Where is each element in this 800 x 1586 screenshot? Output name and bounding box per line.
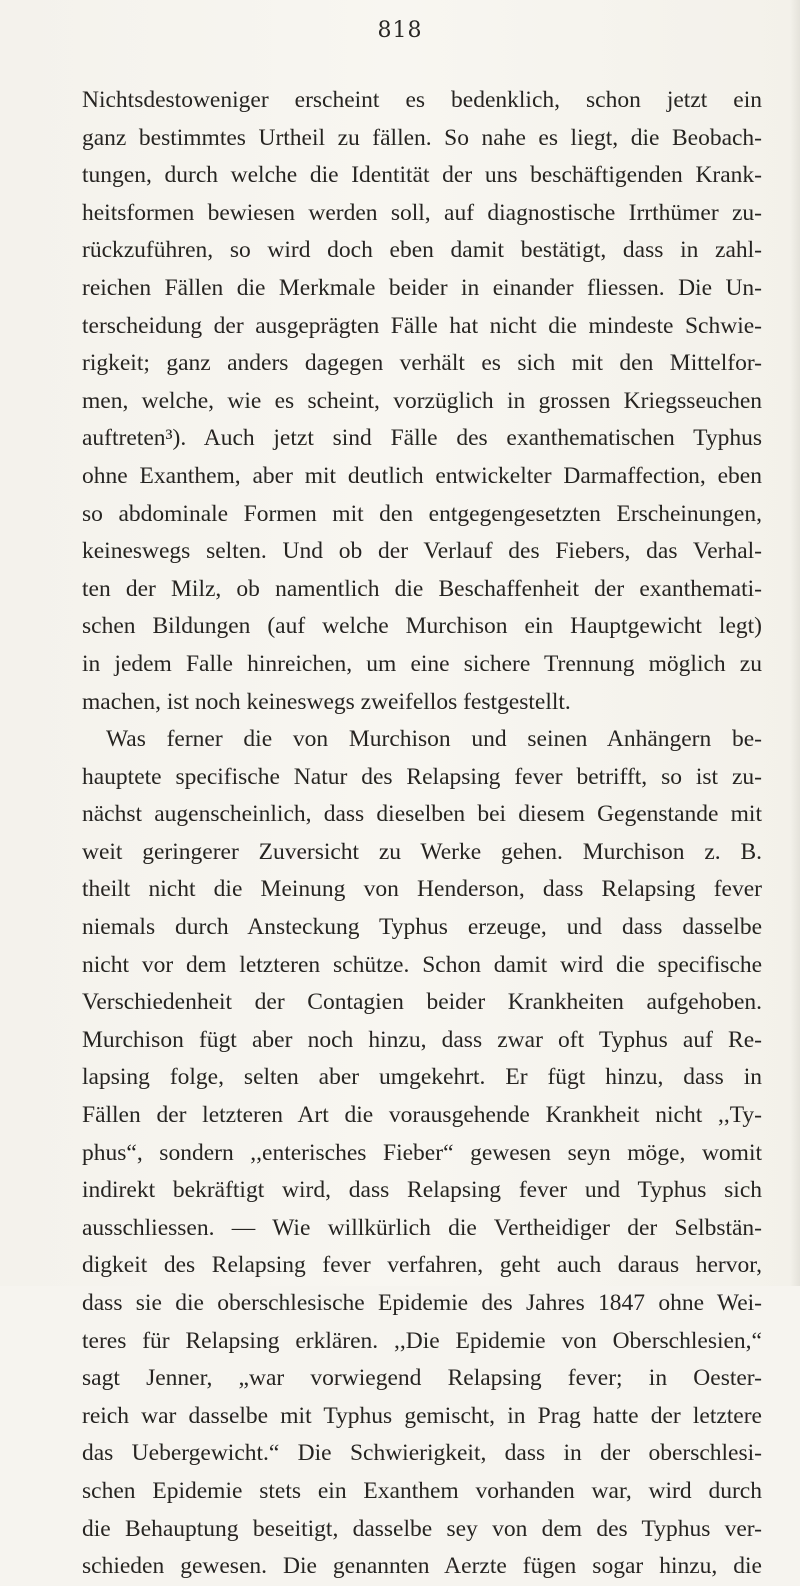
text-line: heitsformen bewiesen werden soll, auf diagnostische Irrthümer zu- (82, 199, 762, 226)
text-line: Was ferner die von Murchison und seinen Anhängern be- (106, 726, 762, 753)
text-line: so abdominale Formen mit den entgegengesetzten Erscheinungen, (82, 500, 762, 527)
text-line: machen, ist noch keineswegs zweifellos festgestellt. (82, 688, 571, 715)
text-line: Murchison fügt aber noch hinzu, dass zwar oft Typhus auf Re- (82, 1026, 762, 1053)
text-line: weit geringerer Zuversicht zu Werke gehen. Murchison z. B. (82, 838, 762, 865)
text-line: tungen, durch welche die Identität der uns beschäftigenden Krank- (82, 162, 762, 189)
text-line: keineswegs selten. Und ob der Verlauf des Fiebers, das Verhal- (82, 538, 762, 565)
text-line: das Uebergewicht.“ Die Schwierigkeit, dass in der oberschlesi- (82, 1440, 762, 1467)
text-line: Nichtsdestoweniger erscheint es bedenklich, schon jetzt ein (82, 87, 762, 113)
text-line: reich war dasselbe mit Typhus gemischt, in Prag hatte der letztere (82, 1402, 762, 1429)
text-line: die Behauptung beseitigt, dasselbe sey von dem des Typhus ver- (82, 1515, 762, 1542)
body-text (82, 82, 762, 1586)
text-line: dass sie die oberschlesische Epidemie des Jahres 1847 ohne Wei- (82, 1290, 762, 1316)
text-line: digkeit des Relapsing fever verfahren, geht auch daraus hervor, (82, 1252, 762, 1279)
text-line: Verschiedenheit der Contagien beider Krankheiten aufgehoben. (82, 989, 762, 1016)
text-line: schen Bildungen (auf welche Murchison ein Hauptgewicht legt) (82, 613, 762, 640)
text-line: nächst augenscheinlich, dass dieselben bei diesem Gegenstande mit (82, 801, 762, 828)
text-line: theilt nicht die Meinung von Henderson, dass Relapsing fever (82, 876, 762, 903)
text-line: rückzuführen, so wird doch eben damit bestätigt, dass in zahl- (82, 237, 762, 264)
text-line: schen Epidemie stets ein Exanthem vorhanden war, wird durch (82, 1477, 762, 1504)
text-line: ten der Milz, ob namentlich die Beschaffenheit der exanthemati- (82, 575, 762, 602)
text-line: terscheidung der ausgeprägten Fälle hat nicht die mindeste Schwie- (82, 312, 762, 339)
text-line: men, welche, wie es scheint, vorzüglich in grossen Kriegsseuchen (82, 387, 762, 414)
text-line: sagt Jenner, „war vorwiegend Relapsing fever; in Oester- (82, 1365, 762, 1392)
text-line: rigkeit; ganz anders dagegen verhält es sich mit den Mittelfor- (82, 350, 762, 377)
text-line: ausschliessen. — Wie willkürlich die Vertheidiger der Selbstän- (82, 1214, 762, 1241)
text-line: in jedem Falle hinreichen, um eine sichere Trennung möglich zu (82, 650, 762, 677)
text-line: nicht vor dem letzteren schütze. Schon damit wird die specifische (82, 951, 762, 978)
text-line: hauptete specifische Natur des Relapsing fever betrifft, so ist zu- (82, 763, 762, 790)
text-line: Fällen der letzteren Art die vorausgehende Krankheit nicht ,,Ty- (82, 1102, 762, 1129)
text-line: lapsing folge, selten aber umgekehrt. Er fügt hinzu, dass in (82, 1064, 762, 1091)
page-number: 818 (377, 18, 423, 43)
text-line: schieden gewesen. Die genannten Aerzte fügen sogar hinzu, die (82, 1553, 762, 1580)
text-line: teres für Relapsing erklären. ,,Die Epidemie von Oberschlesien,“ (82, 1327, 762, 1354)
text-line: ganz bestimmtes Urtheil zu fällen. So nahe es liegt, die Beobach- (82, 124, 762, 151)
text-line: phus“, sondern ,,enterisches Fieber“ gewesen seyn möge, womit (82, 1139, 762, 1166)
text-line: indirekt bekräftigt wird, dass Relapsing fever und Typhus sich (82, 1177, 762, 1204)
page-edge-shadow (790, 0, 800, 1286)
text-line: auftreten³). Auch jetzt sind Fälle des exanthematischen Typhus (82, 425, 762, 452)
text-line: ohne Exanthem, aber mit deutlich entwickelter Darmaffection, eben (82, 462, 762, 489)
text-line: niemals durch Ansteckung Typhus erzeuge, und dass dasselbe (82, 914, 762, 941)
text-line: reichen Fällen die Merkmale beider in einander fliessen. Die Un- (82, 274, 762, 301)
